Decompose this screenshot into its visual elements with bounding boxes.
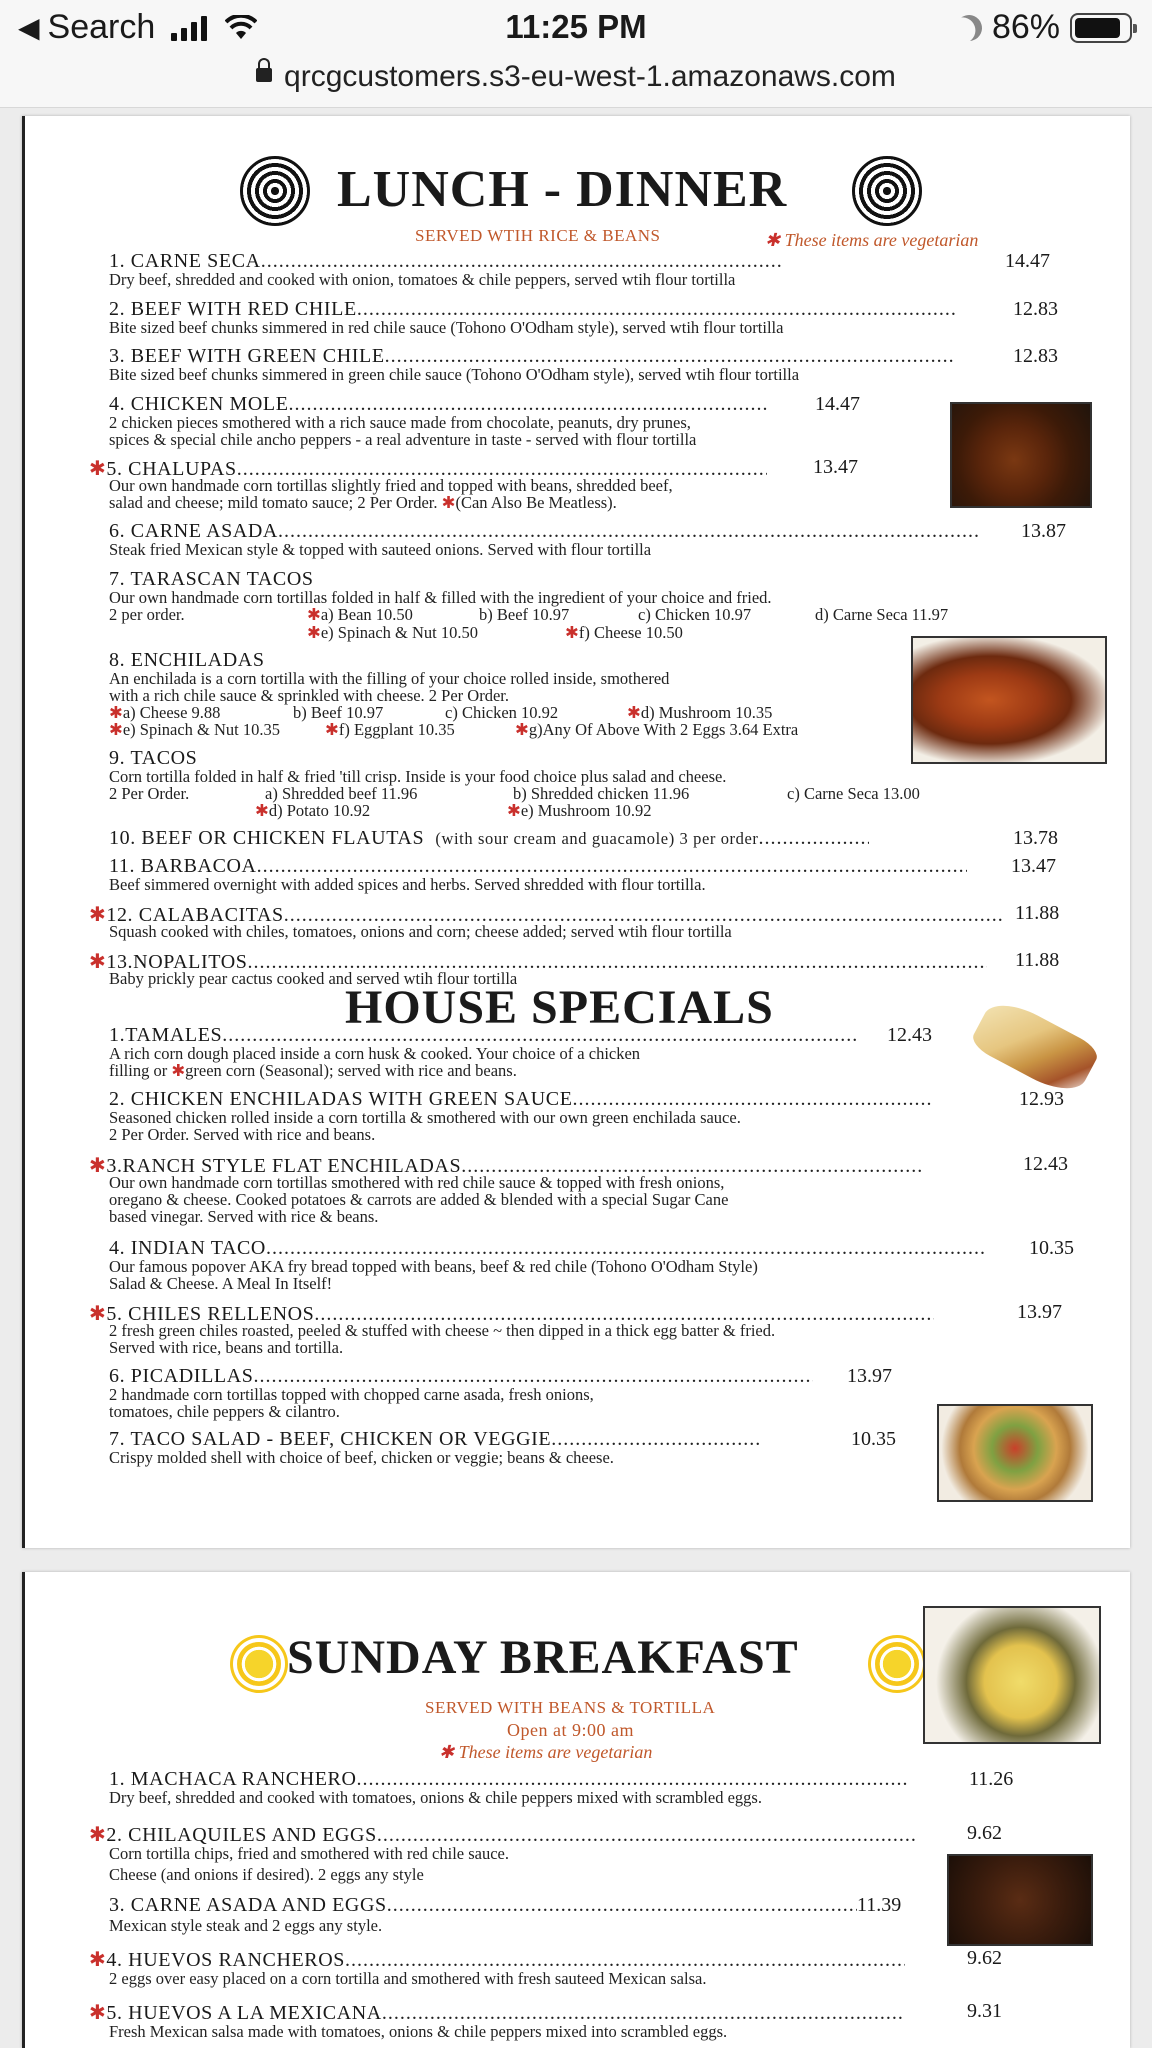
carne-asada-eggs-photo (947, 1854, 1093, 1946)
lunch-subtitle: SERVED WTIH RICE & BEANS (415, 226, 661, 245)
menu-item-desc: 2 Per Order. (109, 784, 190, 803)
menu-item-desc: Beef simmered overnight with added spices and herbs. Served shredded with flour tortilla. (109, 875, 706, 894)
menu-option: c) Chicken 10.92 (445, 703, 559, 722)
tamale-photo (968, 993, 1101, 1101)
menu-item-price: 9.31 (967, 2000, 1002, 2022)
menu-option: d) Carne Seca 11.97 (815, 605, 949, 624)
menu-option: b) Shredded chicken 11.96 (513, 784, 690, 803)
menu-item-name: 11. BARBACOA..... (109, 855, 967, 878)
menu-option: b) Beef 10.97 (479, 605, 570, 624)
menu-item-name: 1. CARNE SECA..... (109, 250, 781, 273)
menu-item-name: 7. TARASCAN TACOS (109, 568, 314, 590)
menu-page-sunday-breakfast (22, 1572, 1130, 2048)
menu-item-price: 11.39 (857, 1894, 902, 1916)
menu-option: ✱g)Any Of Above With 2 Eggs 3.64 Extra (515, 720, 799, 739)
menu-item-name: 3. CARNE ASADA AND EGGS..... (109, 1894, 857, 1917)
menu-item-name: 1.TAMALES..... (109, 1024, 858, 1047)
menu-item-name: 3. BEEF WITH GREEN CHILE..... (109, 345, 955, 368)
menu-item-price: 9.62 (967, 1947, 1002, 1969)
menu-item-name: 1. MACHACA RANCHERO..... (109, 1768, 907, 1791)
menu-item-desc: tomatoes, chile peppers & cilantro. (109, 1402, 340, 1421)
menu-item-desc: 2 fresh green chiles roasted, peeled & stuffed with cheese ~ then dipped in a thick egg batter & fried. (109, 1321, 776, 1340)
menu-item-name: 9. TACOS (109, 747, 198, 769)
menu-item-desc: 2 per order. (109, 605, 185, 624)
menu-item-desc: Baby prickly pear cactus cooked and served wtih flour tortilla (109, 969, 518, 988)
menu-item-desc: Squash cooked with chiles, tomatoes, onions and corn; cheese added; served wtih flour tortilla (109, 922, 732, 941)
menu-page-lunch-dinner (22, 116, 1130, 1548)
menu-item-name: 6. CARNE ASADA..... (109, 520, 978, 543)
menu-item-desc: Our own handmade corn tortillas slightly fried and topped with beans, shredded beef, (109, 476, 673, 495)
logo-medallion-icon (240, 156, 310, 226)
menu-item-desc: spices & special chile ancho peppers - a real adventure in taste - served with flour tortilla (109, 430, 697, 449)
menu-item-name: ✱5. CHALUPAS..... (89, 456, 767, 481)
menu-item-price: 14.47 (1005, 250, 1050, 272)
breakfast-photo (923, 1606, 1101, 1744)
menu-item-desc: Corn tortilla folded in half & fried 'till crisp. Inside is your food choice plus salad and cheese. (109, 767, 727, 786)
menu-item-price: 13.87 (1021, 520, 1066, 542)
menu-item-price: 11.26 (969, 1768, 1014, 1790)
url-text: qrcgcustomers.s3-eu-west-1.amazonaws.com (284, 60, 896, 93)
menu-option: ✱e) Spinach & Nut 10.35 (109, 720, 281, 739)
menu-item-price: 13.97 (1017, 1301, 1062, 1323)
status-bar (0, 0, 1152, 60)
lunch-veg-note: ✱ These items are vegetarian (765, 230, 979, 250)
menu-item-desc: oregano & cheese. Cooked potatoes & carrots are added & blended with a special Sugar Cane (109, 1190, 729, 1209)
menu-item-desc: 2 handmade corn tortillas topped with chopped carne asada, fresh onions, (109, 1385, 594, 1404)
menu-item-price: 14.47 (815, 393, 860, 415)
breakfast-hours: Open at 9:00 am (507, 1720, 634, 1740)
menu-item-name: ✱3.RANCH STYLE FLAT ENCHILADAS..... (89, 1153, 921, 1178)
enchiladas-photo (911, 636, 1107, 764)
menu-option: c) Carne Seca 13.00 (787, 784, 920, 803)
menu-item-price: 12.93 (1019, 1088, 1064, 1110)
menu-item-name: 6. PICADILLAS..... (109, 1365, 813, 1388)
moon-icon (952, 11, 985, 44)
menu-option: ✱f) Cheese 10.50 (565, 623, 683, 642)
menu-item-price: 12.83 (1013, 345, 1058, 367)
breakfast-title: SUNDAY BREAKFAST (287, 1631, 799, 1684)
menu-option: ✱d) Mushroom 10.35 (627, 703, 773, 722)
lunch-title: LUNCH - DINNER (337, 161, 788, 218)
menu-item-desc: with a rich chile sauce & sprinkled with cheese. 2 Per Order. (109, 686, 509, 705)
menu-item-desc: Cheese (and onions if desired). 2 eggs any style (109, 1865, 424, 1884)
specials-title: HOUSE SPECIALS (345, 981, 774, 1034)
menu-item-desc: 2 chicken pieces smothered with a rich sauce made from chocolate, peanuts, dry prunes, (109, 413, 691, 432)
menu-item-price: 12.43 (1023, 1153, 1068, 1175)
menu-option: c) Chicken 10.97 (638, 605, 752, 624)
menu-item-desc: 2 eggs over easy placed on a corn tortilla and smothered with fresh sauteed Mexican salsa. (109, 1969, 707, 1988)
menu-item-desc: Bite sized beef chunks simmered in green chile sauce (Tohono O'Odham style), served wtih flour tortilla (109, 365, 800, 384)
clock: 11:25 PM (505, 8, 647, 45)
menu-item-price: 11.88 (1015, 949, 1060, 971)
menu-item-name: 4. INDIAN TACO..... (109, 1237, 986, 1260)
menu-item-name: ✱5. HUEVOS A LA MEXICANA..... (89, 2000, 902, 2025)
breakfast-veg-note: ✱ These items are vegetarian (439, 1742, 653, 1762)
menu-item-price: 12.43 (887, 1024, 932, 1046)
menu-item-desc: Bite sized beef chunks simmered in red chile sauce (Tohono O'Odham style), served wtih flour tortilla (109, 318, 784, 337)
menu-item-desc: salad and cheese; mild tomato sauce; 2 Per Order. ✱(Can Also Be Meatless). (109, 493, 617, 512)
menu-item-price: 10.35 (851, 1428, 896, 1450)
menu-item-desc: Fresh Mexican salsa made with tomatoes, onions & chile peppers mixed into scrambled eggs. (109, 2022, 728, 2041)
menu-item-name: ✱13.NOPALITOS..... (89, 949, 987, 974)
menu-item-name: 10. BEEF OR CHICKEN FLAUTAS (with sour cream and guacamole) 3 per order..... (109, 827, 869, 850)
menu-item-name: ✱12. CALABACITAS..... (89, 902, 1004, 927)
menu-item-desc: Dry beef, shredded and cooked with onion, tomatoes & chile peppers, served wtih flour tortilla (109, 270, 736, 289)
menu-item-desc: 2 Per Order. Served with rice and beans. (109, 1125, 376, 1144)
menu-item-desc: Steak fried Mexican style & topped with sauteed onions. Served with flour tortilla (109, 540, 652, 559)
menu-item-name: 7. TACO SALAD - BEEF, CHICKEN OR VEGGIE..... (109, 1428, 761, 1451)
breakfast-subtitle: SERVED WITH BEANS & TORTILLA (425, 1698, 716, 1717)
menu-item-name: 4. CHICKEN MOLE..... (109, 393, 769, 416)
menu-item-price: 13.47 (813, 456, 858, 478)
chicken-mole-photo (950, 402, 1092, 508)
menu-option: a) Shredded beef 11.96 (265, 784, 418, 803)
menu-item-desc: Corn tortilla chips, fried and smothered with red chile sauce. (109, 1844, 510, 1863)
menu-item-desc: Our own handmade corn tortillas folded in half & filled with the ingredient of your choice and fried. (109, 588, 772, 607)
url-bar[interactable] (0, 60, 1152, 108)
menu-option: ✱d) Potato 10.92 (255, 801, 371, 820)
menu-item-price: 13.97 (847, 1365, 892, 1387)
menu-item-name: ✱4. HUEVOS RANCHEROS..... (89, 1947, 905, 1972)
menu-item-desc: Our famous popover AKA fry bread topped with beans, beef & red chile (Tohono O'Odham Style) (109, 1257, 758, 1276)
menu-item-desc: based vinegar. Served with rice & beans. (109, 1207, 379, 1226)
menu-option: ✱e) Mushroom 10.92 (507, 801, 652, 820)
menu-item-desc: An enchilada is a corn tortilla with the filling of your choice rolled inside, smothered (109, 669, 670, 688)
menu-item-name: 2. BEEF WITH RED CHILE..... (109, 298, 957, 321)
lock-icon (256, 68, 272, 82)
menu-item-desc: Dry beef, shredded and cooked with tomatoes, onions & chile peppers mixed with scrambled eggs. (109, 1788, 762, 1807)
menu-item-desc: Salad & Cheese. A Meal In Itself! (109, 1274, 333, 1293)
menu-item-price: 13.47 (1011, 855, 1056, 877)
back-arrow-icon: ◀ (18, 12, 40, 43)
menu-option: b) Beef 10.97 (293, 703, 384, 722)
menu-item-desc: Our own handmade corn tortillas smothered with red chile sauce & topped with fresh onions, (109, 1173, 725, 1192)
menu-item-price: 9.62 (967, 1822, 1002, 1844)
menu-item-desc: Seasoned chicken rolled inside a corn tortilla & smothered with our own green enchilada sauce. (109, 1108, 741, 1127)
sun-icon (875, 1642, 919, 1686)
battery-icon (1070, 13, 1132, 43)
menu-option: ✱f) Eggplant 10.35 (325, 720, 455, 739)
status-right (956, 8, 1132, 47)
logo-medallion-icon (852, 156, 922, 226)
menu-item-name: 2. CHICKEN ENCHILADAS WITH GREEN SAUCE..... (109, 1088, 933, 1111)
menu-option: ✱e) Spinach & Nut 10.50 (307, 623, 479, 642)
menu-item-name: ✱5. CHILES RELLENOS..... (89, 1301, 934, 1326)
menu-item-desc: A rich corn dough placed inside a corn husk & cooked. Your choice of a chicken (109, 1044, 641, 1063)
sun-icon (237, 1642, 281, 1686)
menu-item-price: 10.35 (1029, 1237, 1074, 1259)
menu-option: ✱a) Bean 10.50 (307, 605, 413, 624)
menu-item-desc: Mexican style steak and 2 eggs any style. (109, 1916, 383, 1935)
menu-item-desc: filling or ✱green corn (Seasonal); served with rice and beans. (109, 1061, 517, 1080)
menu-item-price: 12.83 (1013, 298, 1058, 320)
menu-item-price: 13.78 (1013, 827, 1058, 849)
menu-item-name: 8. ENCHILADAS (109, 649, 265, 671)
menu-item-name: ✱2. CHILAQUILES AND EGGS..... (89, 1822, 917, 1847)
taco-salad-photo (937, 1404, 1093, 1502)
battery-percent: 86% (991, 8, 1060, 46)
back-label: Search (47, 8, 156, 46)
menu-item-price: 11.88 (1015, 902, 1060, 924)
menu-option: ✱a) Cheese 9.88 (109, 703, 221, 722)
menu-item-desc: Crispy molded shell with choice of beef, chicken or veggie; beans & cheese. (109, 1448, 614, 1467)
menu-item-desc: Served with rice, beans and tortilla. (109, 1338, 344, 1357)
